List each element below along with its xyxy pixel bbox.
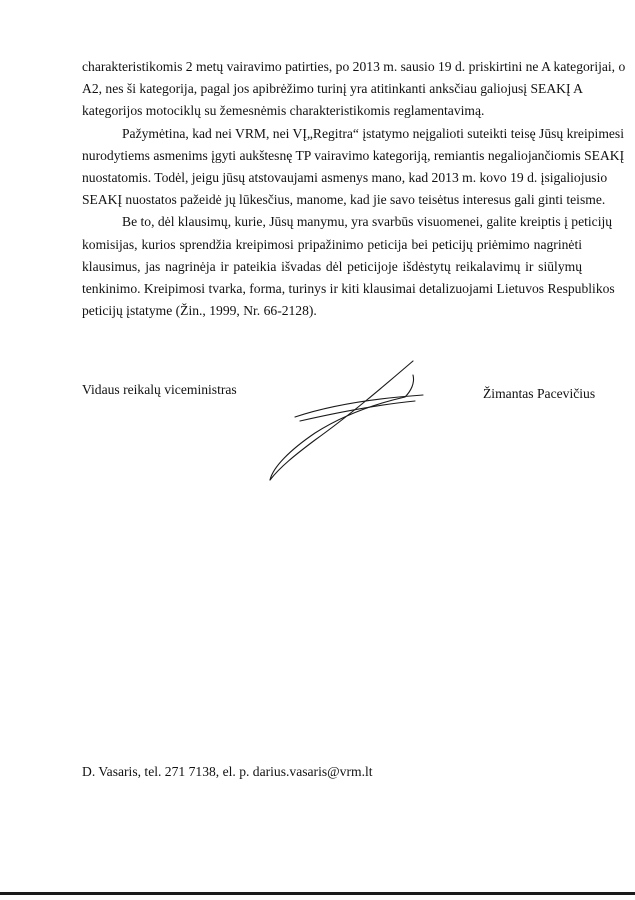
paragraph-2-line-1: Pažymėtina, kad nei VRM, nei VĮ„Regitra“ įstatymo neįgalioti suteikti teisę Jūsų kreipimesi [122,125,624,141]
signer-title: Vidaus reikalų viceministras [82,382,237,397]
paragraph-3-line-5: peticijų įstatyme (Žin., 1999, Nr. 66-2128). [82,303,317,319]
paragraph-3-line-3: klausimus, jas nagrinėja ir pateikia išvadas dėl peticijoje išdėstytų reikalavimų ir siūlymų [82,258,582,274]
handwritten-signature [255,355,435,490]
contact-line: D. Vasaris, tel. 271 7138, el. p. darius.vasaris@vrm.lt [82,764,373,779]
paragraph-3-line-4: tenkinimo. Kreipimosi tvarka, forma, turinys ir kiti klausimai detalizuojami Lietuvos Respublikos [82,280,615,296]
paragraph-2-line-4: SEAKĮ nuostatos pažeidė jų lūkesčius, manome, kad jie savo teisėtus interesus gali ginti teisme. [82,192,606,208]
paragraph-1-line-2: A2, nes ši kategorija, pagal jos apibrėžimo turinį yra atitinkanti anksčiau galiojusį SEAKĮ A [82,81,583,97]
paragraph-3-line-2: komisijas, kurios sprendžia kreipimosi pripažinimo peticija bei peticijų priėmimo nagrinėti [82,236,582,252]
paragraph-3-line-1: Be to, dėl klausimų, kurie, Jūsų manymu, yra svarbūs visuomenei, galite kreiptis į peticijų [122,214,613,230]
bottom-divider [0,892,635,895]
paragraph-2-line-2: nurodytiems asmenims įgyti aukštesnę TP vairavimo kategoriją, remiantis negaliojančiomis SEAKĮ [82,147,625,163]
paragraph-1-line-3: kategorijos motociklų su žemesnėmis charakteristikomis reglamentavimą. [82,103,485,119]
signer-name: Žimantas Pacevičius [483,386,596,401]
paragraph-2-line-3: nuostatomis. Todėl, jeigu jūsų atstovaujami asmenys mano, kad 2013 m. kovo 19 d. įsigaliojusio [82,169,608,185]
letter-body [82,56,626,322]
paragraph-1-line-1: charakteristikomis 2 metų vairavimo patirties, po 2013 m. sausio 19 d. priskirtini ne A kategorijai, o [82,59,626,74]
